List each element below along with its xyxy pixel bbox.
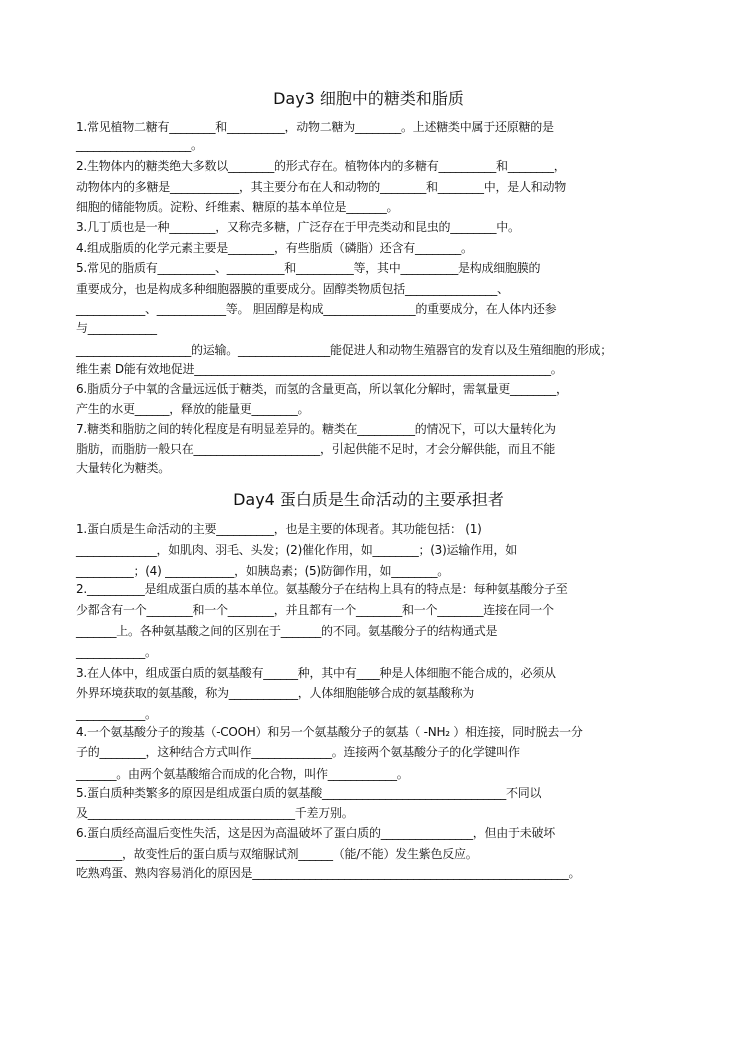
day3-line-7: 4.组成脂质的化学元素主要是________，有些脂质（磷脂）还含有________。 bbox=[76, 241, 473, 255]
day4-line-3: __________；(4) ____________，如胰岛素；(5)防御作用，如________。 bbox=[76, 564, 450, 578]
day4-line-4: 2.__________是组成蛋白质的基本单位。氨基酸分子在结构上具有的特点是：每种氨基酸分子至 bbox=[76, 582, 568, 596]
day3-title: Day3 细胞中的糖类和脂质 bbox=[273, 89, 464, 108]
day3-line-3: 2.生物体内的糖类绝大多数以________的形式存在。植物体内的多糖有__________和________， bbox=[76, 159, 566, 173]
day4-title: Day4 蛋白质是生命活动的主要承担者 bbox=[233, 490, 504, 509]
day3-line-13: 维生素 D能有效地促进______________________________________________________________。 bbox=[76, 362, 563, 376]
day3-line-9: 重要成分，也是构成多种细胞器膜的重要成分。固醇类物质包括________________、 bbox=[76, 282, 509, 296]
day4-line-7: ____________。 bbox=[76, 645, 157, 659]
day4-line-9: 外界环境获取的氨基酸，称为____________，人体细胞能够合成的氨基酸称为 bbox=[76, 686, 475, 700]
day4-line-10: ____________。 bbox=[76, 707, 157, 721]
day4-line-8: 3.在人体中，组成蛋白质的氨基酸有______种，其中有____种是人体细胞不能合成的，必须从 bbox=[76, 666, 556, 680]
day4-line-18: 吃熟鸡蛋、熟肉容易消化的原因是_______________________________________________________。 bbox=[76, 866, 581, 880]
day3-line-12: ____________________的运输。________________能促进人和动物生殖器官的发育以及生殖细胞的形成； bbox=[76, 343, 613, 357]
day3-line-8: 5.常见的脂质有__________、__________和__________等，其中__________是构成细胞膜的 bbox=[76, 261, 541, 275]
day3-line-1: 1.常见植物二糖有________和__________，动物二糖为________。上述糖类中属于还原糖的是 bbox=[76, 120, 554, 134]
day3-line-2: ____________________。 bbox=[76, 138, 203, 152]
day3-line-14: 6.脂质分子中氧的含量远远低于糖类，而氢的含量更高，所以氧化分解时，需氧量更________， bbox=[76, 382, 568, 396]
day3-line-17: 脂肪，而脂肪一般只在______________________，引起供能不足时，才会分解供能，而且不能 bbox=[76, 442, 556, 456]
day4-line-6: _______上。各种氨基酸之间的区别在于_______的不同。氨基酸分子的结构通式是 bbox=[76, 624, 498, 638]
day3-line-18: 大量转化为糖类。 bbox=[76, 461, 171, 475]
day4-line-14: 5.蛋白质种类繁多的原因是组成蛋白质的氨基酸________________________________不同以 bbox=[76, 786, 542, 800]
day4-line-15: 及____________________________________千差万别。 bbox=[76, 806, 354, 820]
day3-line-16: 7.糖类和脂肪之间的转化程度是有明显差异的。糖类在__________的情况下，可以大量转化为 bbox=[76, 422, 556, 436]
day4-line-11: 4.一个氨基酸分子的羧基（-COOH）和另一个氨基酸分子的氨基（ -NH₂ ）相连接，同时脱去一分 bbox=[76, 725, 583, 739]
day3-line-10: ____________、____________等。 胆固醇是构成________________的重要成分，在人体内还参 bbox=[76, 302, 557, 316]
day4-line-5: 少都含有一个________和一个________，并且都有一个________和一个________连接在同一个 bbox=[76, 603, 554, 617]
day4-line-17: ________，故变性后的蛋白质与双缩脲试剂______（能/不能）发生紫色反应。 bbox=[76, 847, 478, 861]
day3-line-15: 产生的水更______，释放的能量更________。 bbox=[76, 402, 310, 416]
day4-line-16: 6.蛋白质经高温后变性失活，这是因为高温破坏了蛋白质的________________，但由于未破坏 bbox=[76, 826, 555, 840]
day3-line-5: 细胞的储能物质。淀粉、纤维素、糖原的基本单位是_______。 bbox=[76, 200, 399, 214]
day4-line-2: ______________，如肌肉、羽毛、头发；(2)催化作用，如________；(3)运输作用，如 bbox=[76, 543, 517, 557]
day4-line-1: 1.蛋白质是生命活动的主要__________，也是主要的体现者。其功能包括： (1) bbox=[76, 522, 482, 536]
day3-line-4: 动物体内的多糖是____________，其主要分布在人和动物的________和________中，是人和动物 bbox=[76, 180, 567, 194]
day4-line-13: _______。由两个氨基酸缩合而成的化合物，叫作____________。 bbox=[76, 767, 409, 781]
day3-line-6: 3.几丁质也是一种________，又称壳多糖，广泛存在于甲壳类动和昆虫的________中。 bbox=[76, 220, 520, 234]
day4-line-12: 子的________，这种结合方式叫作______________。连接两个氨基酸分子的化学键叫作 bbox=[76, 745, 520, 759]
day3-line-11: 与____________ bbox=[76, 321, 157, 335]
